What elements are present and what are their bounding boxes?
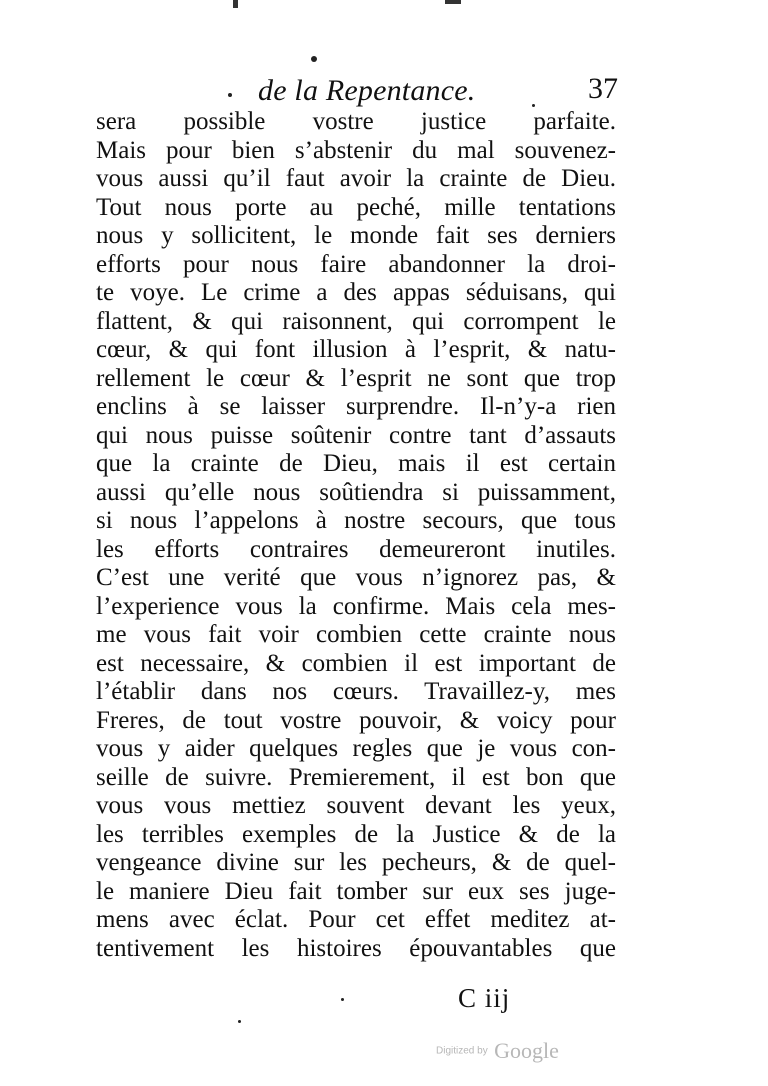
text-line: l’établir dans nos cœurs. Travaillez-y, mes xyxy=(96,678,616,705)
text-line: qui nous puisse soûtenir contre tant d’assauts xyxy=(96,421,616,449)
signature-mark: C iij xyxy=(458,983,511,1013)
top-edge-mark-right xyxy=(445,0,461,4)
text-line: que la crainte de Dieu, mais il est certain xyxy=(96,450,616,477)
text-line: C’est une verité que vous n’ignorez pas, & xyxy=(96,564,616,591)
text-line: seille de suivre. Premierement, il est bon que xyxy=(96,763,616,791)
text-line: te voye. Le crime a des appas séduisans, qui xyxy=(96,279,616,306)
ink-speck xyxy=(228,93,232,97)
text-line: vengeance divine sur les pecheurs, & de quel- xyxy=(96,849,616,876)
top-edge-mark-left xyxy=(233,0,238,8)
text-line: Freres, de tout vostre pouvoir, & voicy pour xyxy=(96,706,616,734)
text-line: le maniere Dieu fait tomber sur eux ses juge- xyxy=(96,877,616,905)
text-line: mens avec éclat. Pour cet effet meditez at- xyxy=(96,906,616,933)
digitized-prefix: Digitized by xyxy=(436,1045,488,1057)
text-line: est necessaire, & combien il est important de xyxy=(96,649,616,677)
text-line: tentivement les histoires épouvantables que xyxy=(96,934,616,962)
text-line: cœur, & qui font illusion à l’esprit, & natu- xyxy=(96,336,616,363)
ink-speck xyxy=(238,1020,241,1023)
text-line: vous vous mettiez souvent devant les yeux, xyxy=(96,792,616,819)
text-line: si nous l’appelons à nostre secours, que tous xyxy=(96,507,616,534)
page-number: 37 xyxy=(588,72,618,105)
text-line: vous aussi qu’il faut avoir la crainte de Dieu. xyxy=(96,165,616,192)
text-line: l’experience vous la confirme. Mais cela mes- xyxy=(96,592,616,620)
body-text xyxy=(96,108,616,963)
page-header xyxy=(258,72,618,112)
running-title: de la Repentance. xyxy=(258,74,476,107)
text-line: nous y sollicitent, le monde fait ses derniers xyxy=(96,222,616,249)
text-line: sera possible vostre justice parfaite. xyxy=(96,108,616,135)
text-line: efforts pour nous faire abandonner la droi- xyxy=(96,250,616,278)
text-line: flattent, & qui raisonnent, qui corrompent le xyxy=(96,307,616,335)
ink-speck xyxy=(341,998,344,1001)
digitized-by-watermark xyxy=(436,1038,559,1064)
text-line: Mais pour bien s’abstenir du mal souvenez- xyxy=(96,136,616,164)
text-line: les efforts contraires demeureront inutiles. xyxy=(96,535,616,563)
google-logo: Google xyxy=(494,1038,559,1063)
text-line: rellement le cœur & l’esprit ne sont que trop xyxy=(96,364,616,392)
ink-speck xyxy=(311,56,317,62)
text-line: vous y aider quelques regles que je vous con- xyxy=(96,735,616,762)
text-line: les terribles exemples de la Justice & de la xyxy=(96,820,616,848)
text-line: Tout nous porte au peché, mille tentations xyxy=(96,193,616,221)
text-line: enclins à se laisser surprendre. Il-n’y-a rien xyxy=(96,393,616,420)
text-line: me vous fait voir combien cette crainte nous xyxy=(96,621,616,648)
text-line: aussi qu’elle nous soûtiendra si puissamment, xyxy=(96,478,616,506)
